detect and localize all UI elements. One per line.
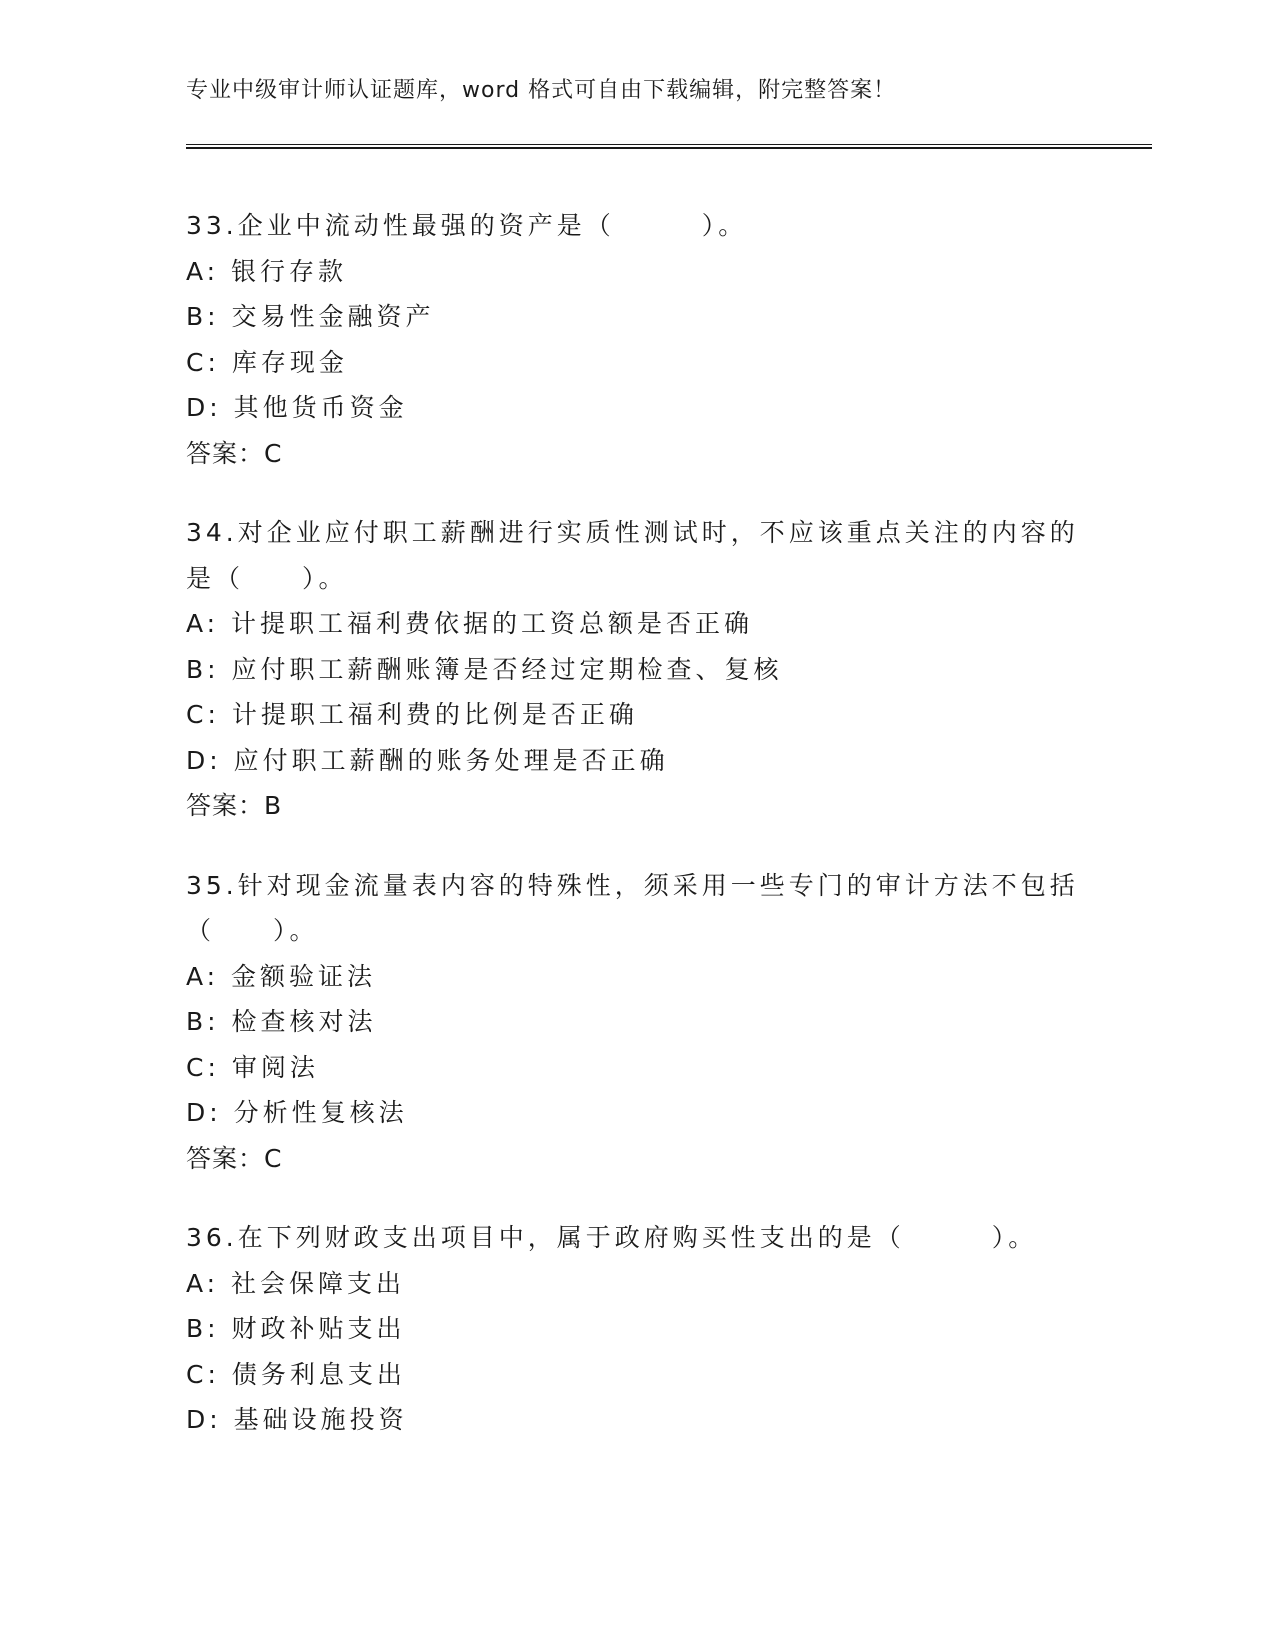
answer-line: 答案：C <box>186 438 283 468</box>
option-c: C: 债务利息支出 <box>186 1359 406 1389</box>
question-stem: 35.针对现金流量表内容的特殊性，须采用一些专门的审计方法不包括 <box>186 870 1079 900</box>
option-b: B: 应付职工薪酬账簿是否经过定期检查、复核 <box>186 654 783 684</box>
option-c: C: 审阅法 <box>186 1052 319 1082</box>
answer-line: 答案：B <box>186 791 283 820</box>
option-a: A: 金额验证法 <box>186 961 377 991</box>
option-b: B: 检查核对法 <box>186 1007 377 1036</box>
option-c: C: 库存现金 <box>186 347 348 377</box>
answer-line: 答案：C <box>186 1143 283 1173</box>
option-a: A: 计提职工福利费依据的工资总额是否正确 <box>186 609 754 638</box>
option-a: A: 社会保障支出 <box>186 1268 406 1298</box>
question-list <box>186 203 1086 1477</box>
question-stem-continued: 是（ ）。 <box>186 563 348 593</box>
question-36 <box>186 1215 1086 1443</box>
option-c: C: 计提职工福利费的比例是否正确 <box>186 700 638 729</box>
option-b: B: 交易性金融资产 <box>186 302 435 331</box>
question-35 <box>186 863 1086 1182</box>
header-double-rule <box>186 144 1152 149</box>
question-stem: 34.对企业应付职工薪酬进行实质性测试时，不应该重点关注的内容的 <box>186 518 1079 547</box>
option-d: D: 应付职工薪酬的账务处理是否正确 <box>186 745 669 775</box>
option-d: D: 其他货币资金 <box>186 393 408 422</box>
option-a: A: 银行存款 <box>186 256 348 286</box>
question-33 <box>186 203 1086 476</box>
option-b: B: 财政补贴支出 <box>186 1314 406 1343</box>
header-text: 专业中级审计师认证题库，word 格式可自由下载编辑，附完整答案！ <box>186 78 897 103</box>
question-stem: 33.企业中流动性最强的资产是（ ）。 <box>186 211 748 240</box>
option-d: D: 基础设施投资 <box>186 1405 408 1434</box>
question-stem-continued: （ ）。 <box>186 916 319 945</box>
question-stem: 36.在下列财政支出项目中，属于政府购买性支出的是（ ）。 <box>186 1223 1038 1252</box>
question-34 <box>186 510 1086 829</box>
option-d: D: 分析性复核法 <box>186 1098 408 1127</box>
